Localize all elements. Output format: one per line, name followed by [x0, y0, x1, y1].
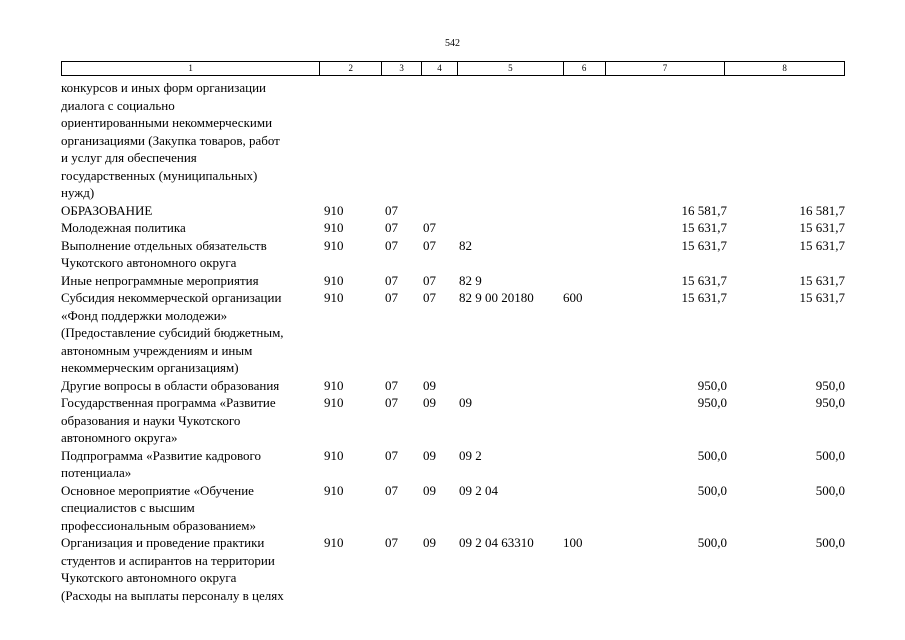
subsection-cell: 09: [423, 535, 436, 550]
amount-col8-cell: 500,0: [815, 535, 845, 550]
subsection-cell: 07: [423, 237, 436, 253]
section-cell: 07: [385, 220, 398, 235]
subsection-cell: 09: [423, 377, 436, 393]
target-article-cell: 82 9 00 20180: [459, 290, 534, 305]
header-col-4: 4: [422, 62, 458, 75]
table-row: [61, 377, 845, 395]
amount-col7-cell: 950,0: [697, 395, 727, 410]
amount-col8-cell: 16 581,7: [799, 202, 845, 218]
page-number: 542: [445, 38, 460, 49]
table-header-row: [61, 61, 845, 76]
amount-col7-cell: 15 631,7: [681, 290, 727, 305]
expense-type-cell: 600: [563, 290, 583, 305]
section-cell: 07: [385, 447, 398, 463]
amount-col7-cell: 15 631,7: [681, 220, 727, 235]
row-name-cell: Организация и проведение практики студентов и аспирантов на территории Чукотского автономного округа (Расходы на выплаты персоналу в целях: [61, 535, 284, 603]
subsection-cell: 09: [423, 482, 436, 498]
subsection-cell: 09: [423, 395, 436, 410]
kvsr-cell: 910: [324, 482, 344, 498]
row-name-cell: Основное мероприятие «Обучение специалистов с высшим профессиональным образованием»: [61, 482, 256, 533]
amount-col7-cell: 15 631,7: [681, 237, 727, 253]
target-article-cell: 09 2 04 63310: [459, 535, 534, 550]
section-cell: 07: [385, 535, 398, 550]
header-col-3: 3: [382, 62, 422, 75]
amount-col8-cell: 15 631,7: [799, 220, 845, 235]
amount-col7-cell: 500,0: [697, 447, 727, 463]
subsection-cell: 07: [423, 272, 436, 288]
kvsr-cell: 910: [324, 535, 344, 550]
kvsr-cell: 910: [324, 447, 344, 463]
target-article-cell: 82 9: [459, 272, 482, 288]
table-row: [61, 202, 845, 220]
amount-col8-cell: 950,0: [815, 377, 845, 393]
target-article-cell: 82: [459, 237, 472, 253]
target-article-cell: 09: [459, 395, 472, 410]
table-row: [61, 79, 845, 202]
section-cell: 07: [385, 482, 398, 498]
row-name-cell: Молодежная политика: [61, 220, 186, 235]
header-col-2: 2: [320, 62, 382, 75]
kvsr-cell: 910: [324, 220, 344, 235]
kvsr-cell: 910: [324, 290, 344, 305]
table-row: [61, 447, 845, 482]
section-cell: 07: [385, 290, 398, 305]
amount-col8-cell: 500,0: [815, 447, 845, 463]
kvsr-cell: 910: [324, 202, 344, 218]
table-row: [61, 272, 845, 290]
header-col-5: 5: [458, 62, 564, 75]
header-col-6: 6: [564, 62, 606, 75]
table-body: [61, 79, 845, 604]
table-row: [61, 237, 845, 272]
row-name-cell: Другие вопросы в области образования: [61, 377, 280, 393]
header-col-7: 7: [606, 62, 726, 75]
subsection-cell: 07: [423, 290, 436, 305]
amount-col8-cell: 950,0: [815, 395, 845, 410]
amount-col7-cell: 15 631,7: [681, 272, 727, 288]
subsection-cell: 09: [423, 447, 436, 463]
kvsr-cell: 910: [324, 395, 344, 410]
expense-type-cell: 100: [563, 535, 583, 550]
target-article-cell: 09 2: [459, 447, 482, 463]
target-article-cell: 09 2 04: [459, 482, 498, 498]
section-cell: 07: [385, 237, 398, 253]
header-col-1: 1: [62, 62, 320, 75]
row-name-cell: конкурсов и иных форм организации диалога с социально ориентированными некоммерческими организациями (Закупка товаров, работ и услуг для обеспечения государственных (муниципальных) нужд): [61, 80, 280, 200]
amount-col8-cell: 500,0: [815, 482, 845, 498]
table-row: [61, 219, 845, 237]
section-cell: 07: [385, 395, 398, 410]
section-cell: 07: [385, 377, 398, 393]
section-cell: 07: [385, 272, 398, 288]
row-name-cell: Государственная программа «Развитие образования и науки Чукотского автономного округа»: [61, 395, 276, 445]
kvsr-cell: 910: [324, 377, 344, 393]
row-name-cell: Иные непрограммные мероприятия: [61, 272, 259, 288]
table-row: [61, 394, 845, 447]
amount-col7-cell: 500,0: [697, 535, 727, 550]
amount-col7-cell: 500,0: [697, 482, 727, 498]
kvsr-cell: 910: [324, 237, 344, 253]
header-col-8: 8: [782, 63, 787, 73]
amount-col8-cell: 15 631,7: [799, 237, 845, 253]
row-name-cell: Подпрограмма «Развитие кадрового потенциала»: [61, 447, 262, 480]
amount-col8-cell: 15 631,7: [799, 290, 845, 305]
row-name-cell: Выполнение отдельных обязательств Чукотского автономного округа: [61, 237, 267, 270]
amount-col7-cell: 950,0: [697, 377, 727, 393]
section-cell: 07: [385, 202, 398, 218]
subsection-cell: 07: [423, 220, 436, 235]
table-row: [61, 482, 845, 535]
table-row: [61, 534, 845, 604]
row-name-cell: Субсидия некоммерческой организации «Фонд поддержки молодежи» (Предоставление субсидий бюджетным, автономным учреждениям и иным некоммерческим организациям): [61, 290, 284, 375]
kvsr-cell: 910: [324, 272, 344, 288]
table-row: [61, 289, 845, 377]
row-name-cell: ОБРАЗОВАНИЕ: [61, 202, 153, 218]
amount-col7-cell: 16 581,7: [681, 202, 727, 218]
amount-col8-cell: 15 631,7: [799, 272, 845, 288]
